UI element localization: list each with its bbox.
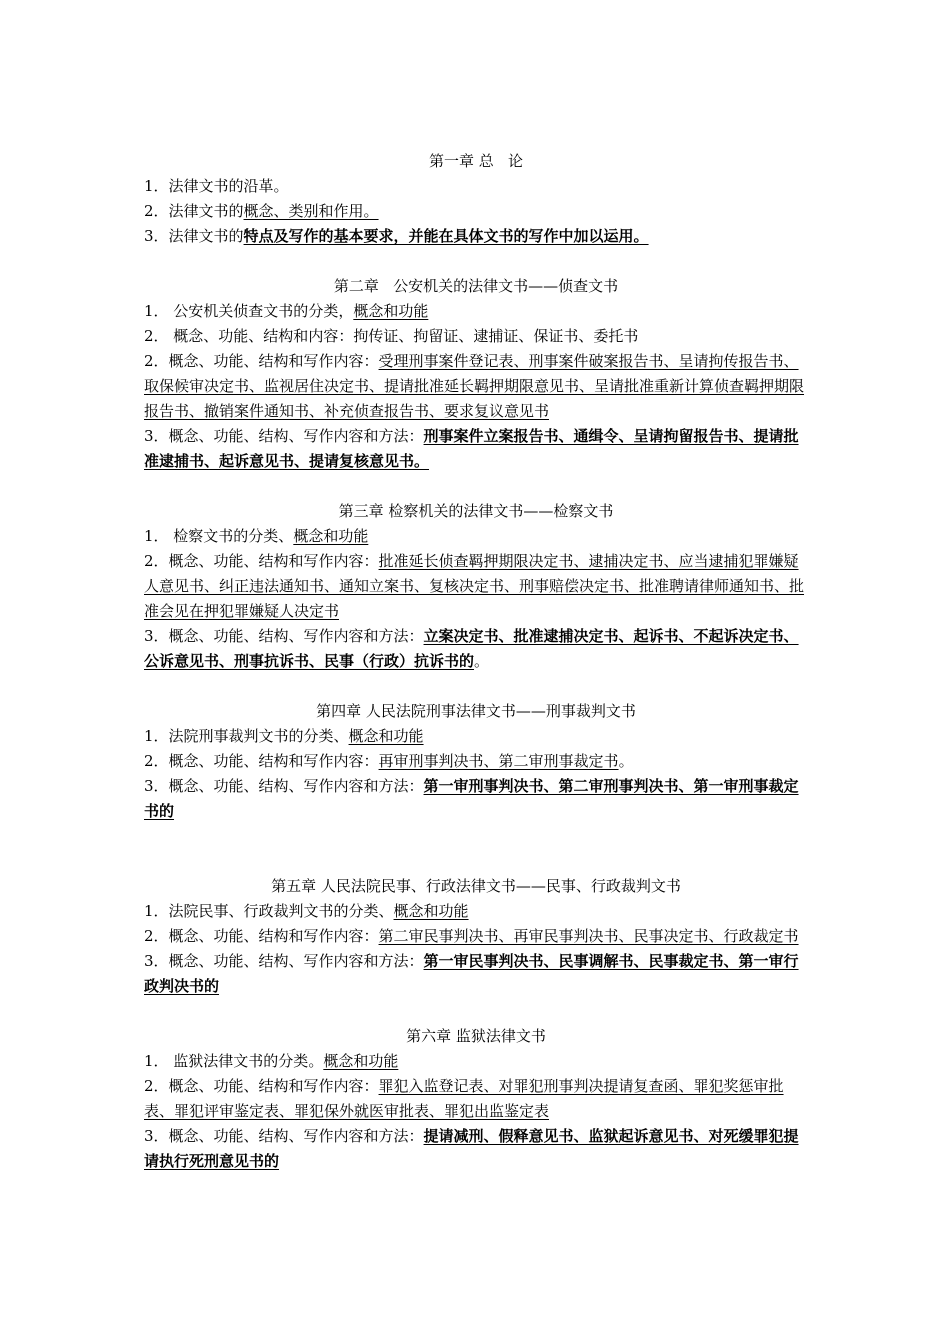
underlined-topic-text: 概念和功能: [393, 902, 469, 920]
chapter-title: 第六章 监狱法律文书: [406, 1027, 546, 1045]
chapter-section: [144, 874, 808, 999]
syllabus-item: [144, 774, 808, 824]
chapter-section: [144, 274, 808, 474]
chapter-section: [144, 149, 808, 249]
item-text: 2．法律文书的: [144, 202, 244, 220]
syllabus-item: [144, 949, 808, 999]
item-text: 2． 概念、功能、结构和内容：拘传证、拘留证、逮捕证、保证书、委托书: [144, 327, 639, 345]
syllabus-item: [144, 224, 808, 249]
chapter-section: [144, 499, 808, 674]
item-text: 。: [474, 652, 490, 670]
underlined-topic-text: 概念和功能: [293, 527, 369, 545]
item-text: 2．概念、功能、结构和写作内容：: [144, 1077, 379, 1095]
item-text: 1．法院民事、行政裁判文书的分类、: [144, 902, 394, 920]
underlined-topic-text: 受理刑事案件登记表、刑事案件破案报告书、呈请拘传报告书、取保候审决定书、监视居住决定书、提请批准延长羁押期限意见书、呈请批准重新计算侦查羁押期限报告书、撤销案件通知书、补充侦查报告书、要求复议意见书: [144, 352, 805, 420]
key-requirement-text: 提请减刑、假释意见书、监狱起诉意见书、对死缓罪犯提请执行死刑意见书的: [144, 1127, 799, 1170]
document-page: [144, 149, 808, 1174]
key-requirement-text: 第一审刑事判决书、第二审刑事判决书、第一审刑事裁定书的: [144, 777, 799, 820]
underlined-topic-text: 罪犯入监登记表、对罪犯刑事判决提请复查函、罪犯奖惩审批表、罪犯评审鉴定表、罪犯保外就医审批表、罪犯出监鉴定表: [144, 1077, 784, 1120]
underlined-topic-text: 批准延长侦查羁押期限决定书、逮捕决定书、应当逮捕犯罪嫌疑人意见书、纠正违法通知书、通知立案书、复核决定书、刑事赔偿决定书、批准聘请律师通知书、批准会见在押犯罪嫌疑人决定书: [144, 552, 805, 620]
item-text: 1． 监狱法律文书的分类。: [144, 1052, 324, 1070]
syllabus-item: [144, 1049, 808, 1074]
syllabus-item: [144, 924, 808, 949]
item-text: 2．概念、功能、结构和写作内容：: [144, 927, 379, 945]
item-text: 1． 公安机关侦查文书的分类，: [144, 302, 354, 320]
syllabus-item: [144, 324, 808, 349]
key-requirement-text: 刑事案件立案报告书、通缉令、呈请拘留报告书、提请批准逮捕书、起诉意见书、提请复核意见书。: [144, 427, 799, 470]
syllabus-item: [144, 299, 808, 324]
key-requirement-text: 第一审民事判决书、民事调解书、民事裁定书、第一审行政判决书的: [144, 952, 799, 995]
item-text: 3．概念、功能、结构、写作内容和方法：: [144, 427, 424, 445]
chapter-section: [144, 1024, 808, 1174]
item-text: 1． 检察文书的分类、: [144, 527, 294, 545]
underlined-topic-text: 概念和功能: [353, 302, 429, 320]
underlined-topic-text: 概念、类别和作用。: [243, 202, 379, 220]
syllabus-item: [144, 549, 808, 624]
chapter-title: 第二章 公安机关的法律文书——侦查文书: [333, 277, 619, 295]
underlined-topic-text: 第二审民事判决书、再审民事判决书、民事决定书、行政裁定书: [378, 927, 799, 945]
item-text: 2．概念、功能、结构和写作内容：: [144, 752, 379, 770]
item-text: 3．法律文书的: [144, 227, 244, 245]
item-text: 3．概念、功能、结构、写作内容和方法：: [144, 627, 424, 645]
chapter-title: 第一章 总 论: [428, 152, 524, 170]
underlined-topic-text: 再审刑事判决书、第二审刑事裁定书: [378, 752, 619, 770]
item-text: 3．概念、功能、结构、写作内容和方法：: [144, 952, 424, 970]
syllabus-item: [144, 524, 808, 549]
syllabus-item: [144, 1074, 808, 1124]
underlined-topic-text: 概念和功能: [348, 727, 424, 745]
item-text: 1．法院刑事裁判文书的分类、: [144, 727, 349, 745]
syllabus-item: [144, 724, 808, 749]
syllabus-item: [144, 424, 808, 474]
key-requirement-text: 立案决定书、批准逮捕决定书、起诉书、不起诉决定书、公诉意见书、刑事抗诉书、民事（行政）抗诉书的: [144, 627, 799, 670]
underlined-topic-text: 概念和功能: [323, 1052, 399, 1070]
syllabus-item: [144, 624, 808, 674]
syllabus-item: [144, 174, 808, 199]
item-text: 1．法律文书的沿革。: [144, 177, 289, 195]
syllabus-item: [144, 899, 808, 924]
key-requirement-text: 特点及写作的基本要求，并能在具体文书的写作中加以运用。: [243, 227, 649, 245]
chapter-title: 第四章 人民法院刑事法律文书——刑事裁判文书: [316, 702, 636, 720]
item-text: 。: [618, 752, 634, 770]
chapter-section: [144, 699, 808, 824]
chapter-title: 第三章 检察机关的法律文书——检察文书: [338, 502, 614, 520]
chapter-title: 第五章 人民法院民事、行政法律文书——民事、行政裁判文书: [271, 877, 681, 895]
syllabus-item: [144, 199, 808, 224]
item-text: 2．概念、功能、结构和写作内容：: [144, 352, 379, 370]
syllabus-item: [144, 349, 808, 424]
syllabus-item: [144, 749, 808, 774]
chapter-list: [144, 149, 808, 1174]
item-text: 3．概念、功能、结构、写作内容和方法：: [144, 777, 424, 795]
item-text: 2．概念、功能、结构和写作内容：: [144, 552, 379, 570]
syllabus-item: [144, 1124, 808, 1174]
item-text: 3．概念、功能、结构、写作内容和方法：: [144, 1127, 424, 1145]
